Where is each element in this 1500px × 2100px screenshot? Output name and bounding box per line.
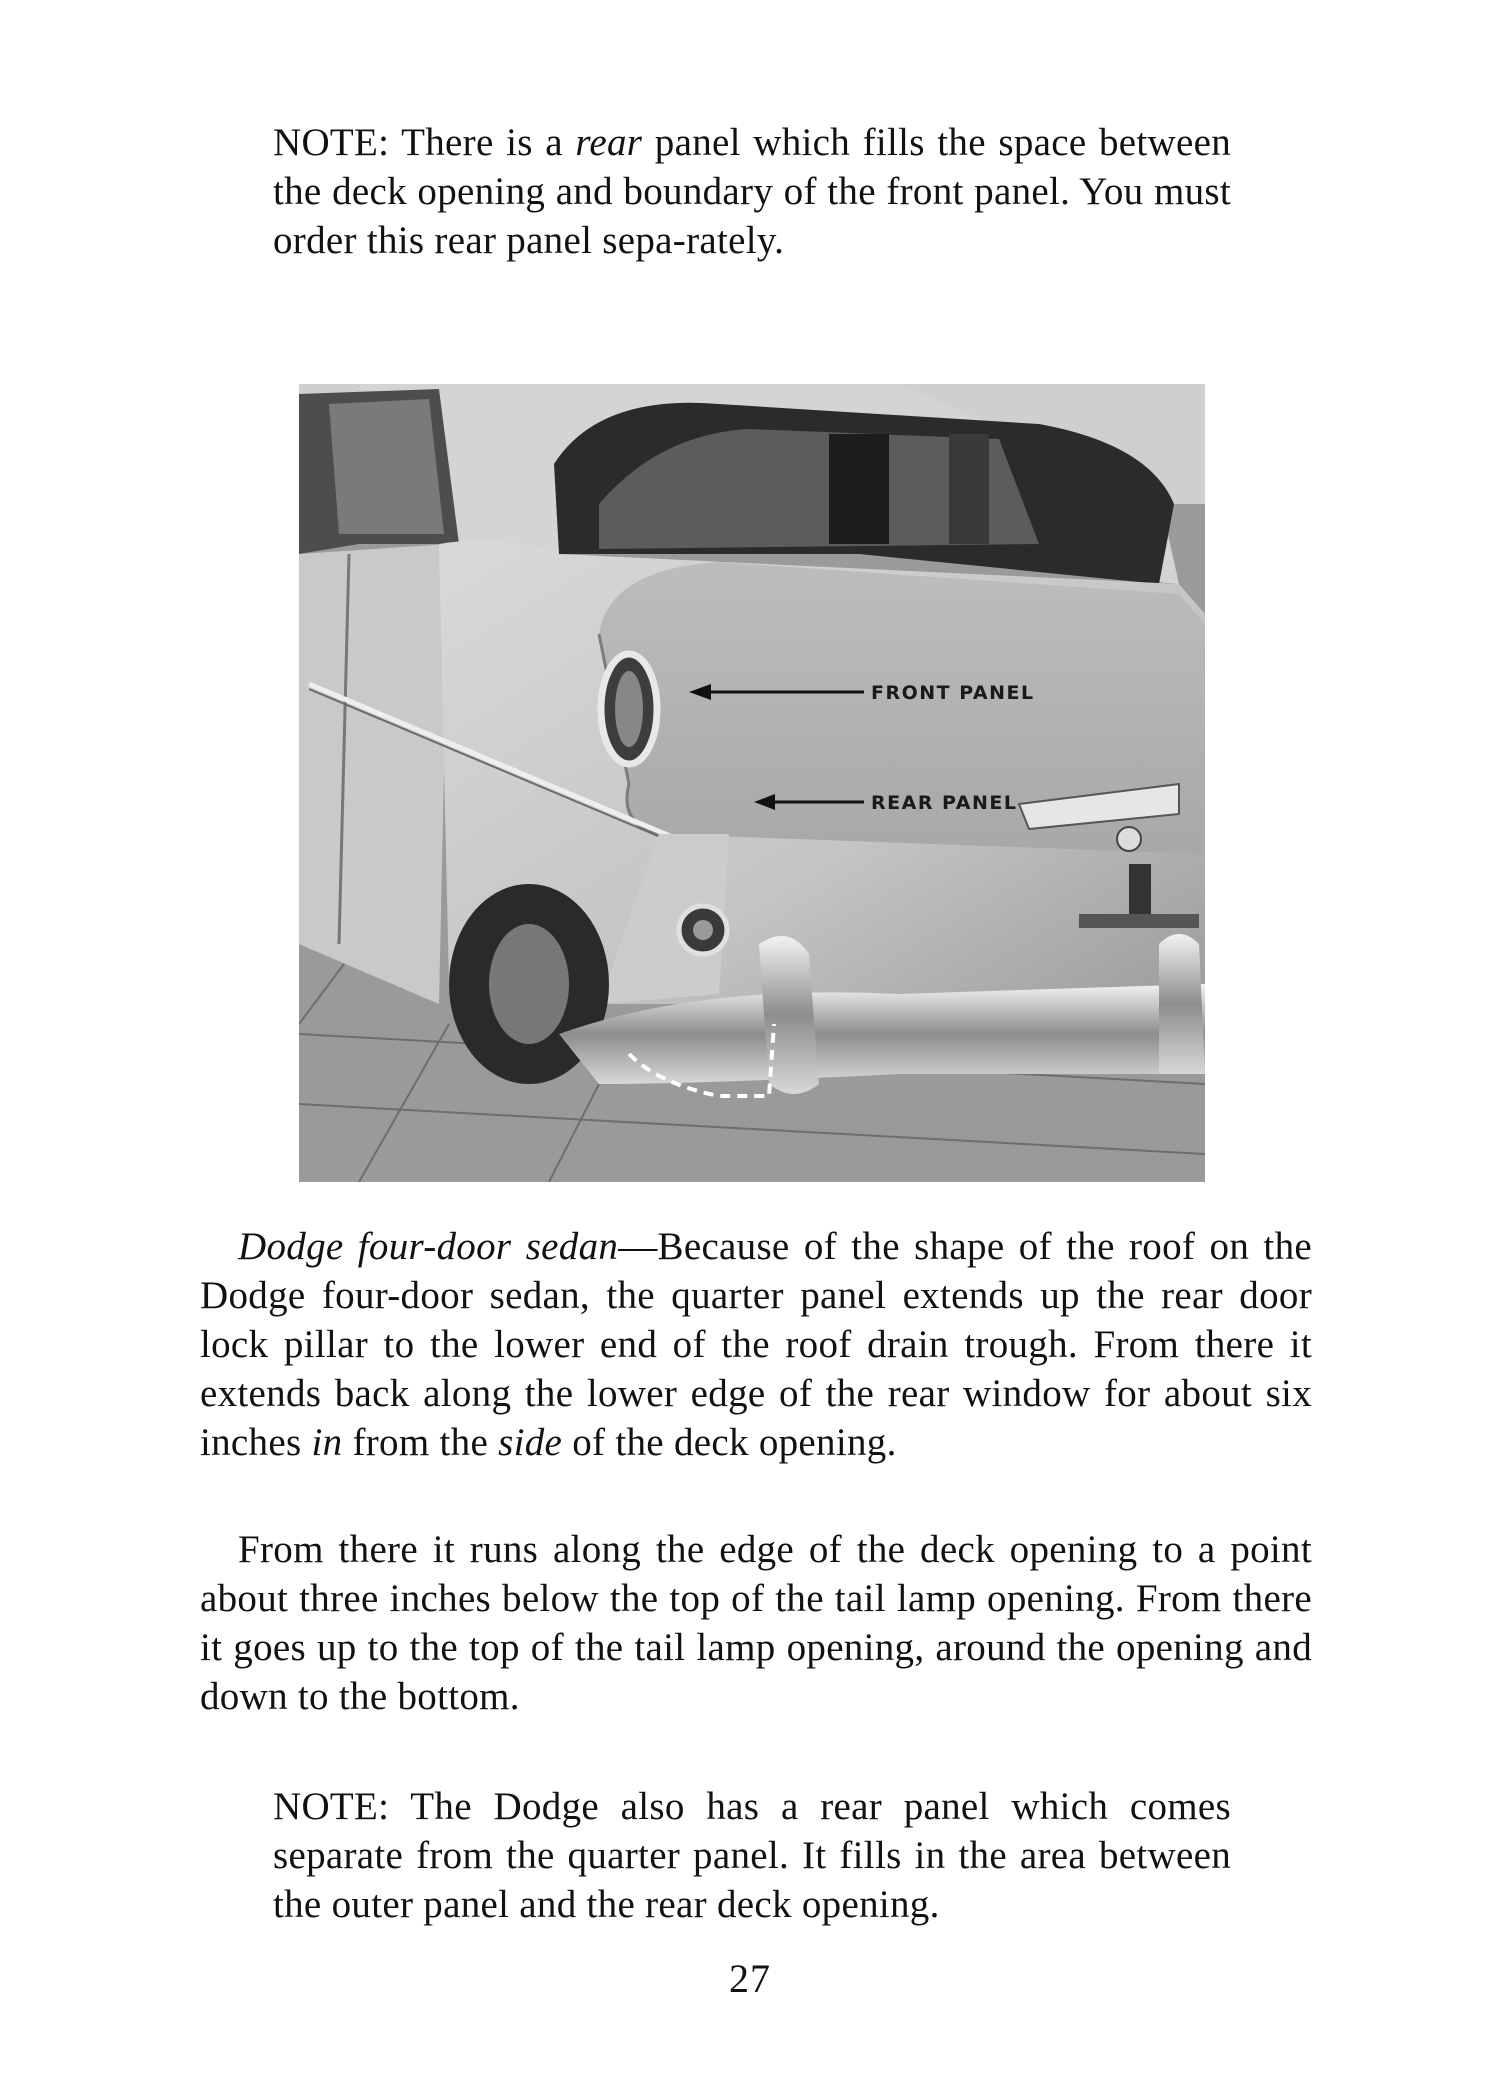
car-photo [299, 384, 1205, 1182]
emphasis-rear: rear [575, 121, 643, 164]
section-heading: Dodge four-door sedan [238, 1225, 619, 1268]
rear-panel-label: REAR PANEL [871, 792, 1018, 814]
emphasis-side: side [498, 1421, 563, 1464]
front-panel-label: FRONT PANEL [871, 682, 1035, 704]
deck-opening-paragraph: From there it runs along the edge of the deck opening to a point about three inches below the top of the tail lamp opening. From there it goes up to the top of the tail lamp opening, around the opening and down to the bottom. [200, 1528, 1312, 1718]
dodge-sedan-paragraph: Dodge four-door sedan—Because of the shape of the roof on the Dodge four-door sedan, the quarter panel extends up the rear door lock pillar to the lower end of the roof drain trough. From there it extends back along the lower edge of the rear window for about six inches in from the side of the deck opening. [200, 1225, 1312, 1464]
note-dodge-rear-panel: NOTE: The Dodge also has a rear panel which comes separate from the quarter panel. It fills in the area between the outer panel and the rear deck opening. [273, 1785, 1231, 1926]
emphasis-in: in [311, 1421, 343, 1464]
page-number: 27 [729, 1956, 771, 2001]
dodge-sedan-rear-illustration [299, 384, 1205, 1182]
note-rear-panel: NOTE: There is a rear panel which fills the space between the deck opening and boundary of the front panel. You must order this rear panel sepa-rately. [273, 121, 1231, 262]
